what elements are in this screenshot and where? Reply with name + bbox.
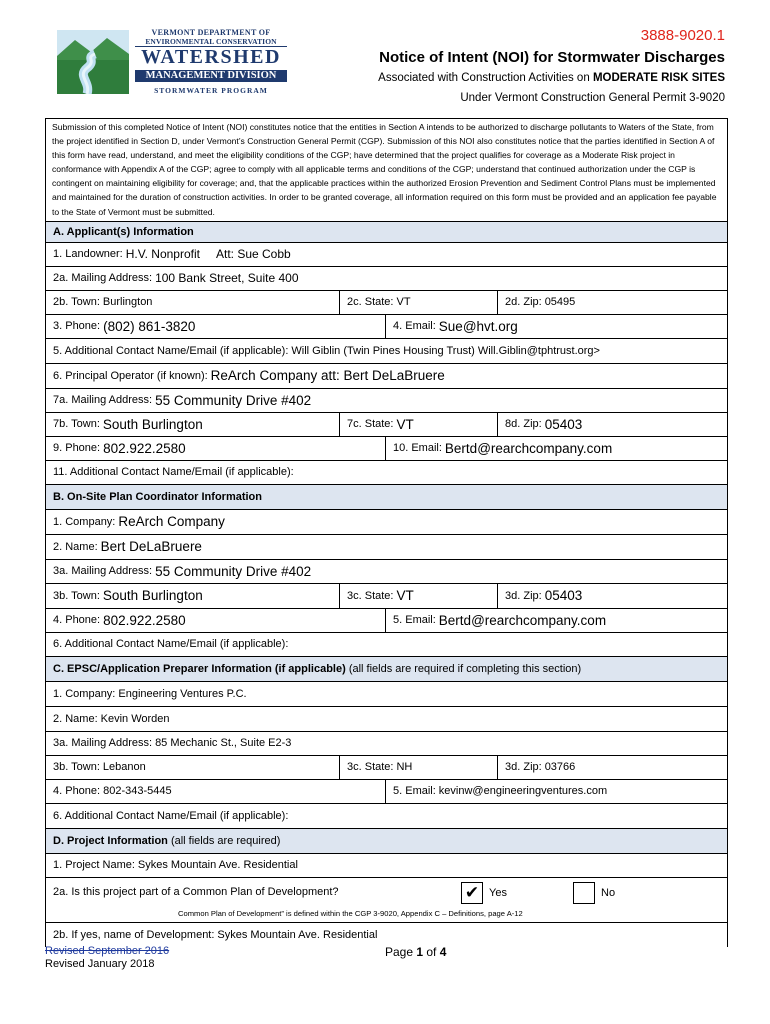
principal-operator-row [46, 364, 727, 389]
subtitle-prefix: Associated with Construction Activities on [378, 72, 593, 84]
operator-phone-label: 9. Phone: [53, 442, 101, 455]
common-plan-no-option[interactable] [566, 882, 615, 904]
operator-phone-field[interactable]: 802.922.2580 [103, 440, 186, 456]
coordinator-email-label: 5. Email: [393, 614, 436, 627]
section-c-title: C. EPSC/Application Preparer Information (if applicable) [53, 662, 346, 675]
coordinator-mailing-row [46, 560, 727, 584]
yes-checkbox[interactable]: ✔ [461, 882, 483, 904]
operator-additional-label: 11. Additional Contact Name/Email (if applicable): [53, 466, 294, 479]
coordinator-company-field[interactable]: ReArch Company [118, 514, 225, 530]
principal-operator-label: 6. Principal Operator (if known): [53, 369, 208, 382]
preparer-company-label: 1. Company: [53, 687, 116, 700]
phone-field[interactable]: (802) 861-3820 [103, 318, 196, 334]
mailing-address-row [46, 267, 727, 291]
logo-line-watershed: WATERSHED [141, 46, 281, 68]
operator-email-field[interactable]: Bertd@rearchcompany.com [444, 440, 613, 456]
coordinator-town-row [46, 584, 727, 609]
preparer-mailing-field[interactable]: 85 Mechanic St., Suite E2-3 [155, 737, 292, 750]
section-a-title: A. Applicant(s) Information [53, 225, 194, 238]
common-plan-definition-note: Common Plan of Development” is defined within the CGP 3-9020, Appendix C – Definitions, page A-12 [178, 909, 523, 919]
coordinator-town-label: 3b. Town: [53, 589, 100, 602]
form-subtitle [378, 72, 725, 84]
no-checkbox[interactable] [573, 882, 595, 904]
form-title: Notice of Intent (NOI) for Stormwater Discharges [379, 49, 725, 66]
logo-line-division: MANAGEMENT DIVISION [135, 70, 287, 82]
intro-paragraph: Submission of this completed Notice of Intent (NOI) constitutes notice that the entities in Section A intends to be authorized to discharge pollutants to Waters of the State, from the project identified in Section D, under Vermont’s Construction General Permit (CGP). Submission of this NOI also constitutes notice that the parties identified in Section A of this form have read, understand, and meet the eligibility conditions of the CGP; have determined that the project qualifies for coverage as a Moderate Risk project in conformance with Appendix A of the CGP; agree to comply with all applicable terms and conditions of the CGP; understand that continued authorization under the CGP is contingent on maintaining eligibility for coverage; and, that the applicable practices within the authorized Erosion Prevention and Sediment Control Plans must be implemented and maintained for the duration of construction activities. In order to be granted coverage, all information required on this form must be provided and an application fee payable to the State of Vermont must be submitted. [46, 119, 727, 222]
coordinator-phone-label: 4. Phone: [53, 614, 101, 627]
preparer-town-field[interactable]: Lebanon [102, 761, 146, 774]
preparer-phone-field[interactable]: 802-343-5445 [103, 785, 172, 798]
vt-dec-logo [57, 28, 287, 100]
section-b-header [46, 485, 727, 510]
coordinator-name-label: 2. Name: [53, 540, 98, 553]
preparer-zip-field[interactable]: 03766 [544, 761, 576, 774]
town-label: 2b. Town: [53, 296, 100, 309]
preparer-town-label: 3b. Town: [53, 761, 100, 774]
operator-additional-row [46, 461, 727, 485]
page-current: 1 [416, 945, 424, 959]
coordinator-email-field[interactable]: Bertd@rearchcompany.com [438, 612, 607, 628]
preparer-state-label: 3c. State: [347, 761, 394, 774]
noi-form [45, 118, 728, 947]
coordinator-company-label: 1. Company: [53, 515, 116, 528]
operator-phone-email-row [46, 437, 727, 461]
preparer-phone-email-row [46, 780, 727, 804]
project-name-row [46, 854, 727, 878]
revised-new-date: Revised January 2018 [45, 958, 155, 970]
preparer-name-label: 2. Name: [53, 712, 98, 725]
development-name-field[interactable]: Sykes Mountain Ave. Residential [217, 928, 378, 941]
common-plan-label: 2a. Is this project part of a Common Plan of Development? [53, 885, 339, 898]
email-field[interactable]: Sue@hvt.org [438, 318, 518, 334]
section-d-title: D. Project Information [53, 834, 168, 847]
preparer-name-row [46, 707, 727, 732]
revision-info [45, 945, 169, 971]
coordinator-zip-field[interactable]: 05403 [544, 588, 583, 604]
phone-label: 3. Phone: [53, 320, 101, 333]
preparer-email-label: 5. Email: [393, 785, 436, 798]
operator-town-field[interactable]: South Burlington [102, 416, 203, 432]
operator-town-row [46, 413, 727, 437]
operator-zip-field[interactable]: 05403 [544, 416, 583, 432]
section-b-title: B. On-Site Plan Coordinator Information [53, 490, 262, 503]
landowner-row [46, 243, 727, 267]
revised-old-date: Revised September 2016 [45, 945, 170, 957]
logo-line-dec: ENVIRONMENTAL CONSERVATION [135, 37, 287, 47]
section-c-note: (all fields are required if completing this section) [345, 662, 582, 675]
town-state-zip-row [46, 291, 727, 315]
coordinator-additional-row [46, 633, 727, 657]
coordinator-mailing-label: 3a. Mailing Address: [53, 565, 153, 578]
section-a-header [46, 222, 727, 243]
operator-mailing-row [46, 389, 727, 413]
coordinator-state-label: 3c. State: [347, 589, 394, 602]
phone-email-row [46, 315, 727, 339]
zip-field[interactable]: 05495 [544, 296, 576, 309]
preparer-mailing-label: 3a. Mailing Address: [53, 737, 153, 750]
preparer-company-field[interactable]: Engineering Ventures P.C. [118, 687, 247, 700]
operator-town-label: 7b. Town: [53, 418, 100, 431]
section-d-header [46, 829, 727, 854]
development-name-label: 2b. If yes, name of Development: [53, 928, 215, 941]
operator-email-label: 10. Email: [393, 442, 442, 455]
project-name-field[interactable]: Sykes Mountain Ave. Residential [137, 859, 298, 872]
coordinator-town-field[interactable]: South Burlington [102, 588, 203, 604]
preparer-additional-label: 6. Additional Contact Name/Email (if applicable): [53, 809, 289, 822]
page-of: of [423, 945, 440, 959]
operator-state-field[interactable]: VT [396, 416, 414, 432]
common-plan-yes-option[interactable] [454, 882, 507, 904]
additional-contact-row [46, 339, 727, 364]
logo-line-dept: VERMONT DEPARTMENT OF [151, 28, 271, 37]
subtitle-risk-level: MODERATE RISK SITES [592, 72, 725, 84]
state-field[interactable]: VT [396, 296, 411, 309]
operator-zip-label: 8d. Zip: [505, 418, 542, 431]
mailing-address-field[interactable]: 100 Bank Street, Suite 400 [155, 271, 299, 286]
additional-contact-field[interactable]: Will Giblin (Twin Pines Housing Trust) Will.Giblin@tphtrust.org> [291, 344, 600, 357]
development-name-row [46, 923, 727, 947]
document-number: 3888-9020.1 [640, 27, 725, 44]
logo-line-program: STORMWATER PROGRAM [154, 86, 268, 95]
additional-contact-label: 5. Additional Contact Name/Email (if applicable): [53, 344, 289, 357]
no-label: No [601, 886, 616, 899]
preparer-mailing-row [46, 732, 727, 756]
preparer-email-field[interactable]: kevinw@engineeringventures.com [438, 785, 608, 798]
town-field[interactable]: Burlington [102, 296, 153, 309]
preparer-name-field[interactable]: Kevin Worden [100, 712, 170, 725]
operator-mailing-field[interactable]: 55 Community Drive #402 [155, 392, 312, 408]
state-label: 2c. State: [347, 296, 394, 309]
zip-label: 2d. Zip: [505, 296, 542, 309]
email-label: 4. Email: [393, 320, 436, 333]
operator-mailing-label: 7a. Mailing Address: [53, 394, 153, 407]
coordinator-name-row [46, 535, 727, 560]
project-name-label: 1. Project Name: [53, 859, 135, 872]
mailing-address-label: 2a. Mailing Address: [53, 272, 153, 285]
coordinator-phone-field[interactable]: 802.922.2580 [103, 612, 186, 628]
preparer-zip-label: 3d. Zip: [505, 761, 542, 774]
page-number [385, 945, 446, 959]
watershed-landscape-icon [57, 30, 129, 94]
coordinator-name-field[interactable]: Bert DeLaBruere [100, 539, 202, 555]
preparer-company-row [46, 682, 727, 707]
preparer-phone-label: 4. Phone: [53, 785, 101, 798]
operator-state-label: 7c. State: [347, 418, 394, 431]
landowner-label: 1. Landowner: [53, 248, 123, 261]
section-d-note: (all fields are required) [167, 834, 281, 847]
coordinator-company-row [46, 510, 727, 535]
preparer-town-row [46, 756, 727, 780]
principal-operator-field[interactable]: ReArch Company att: Bert DeLaBruere [210, 368, 445, 384]
form-permit-line: Under Vermont Construction General Permit 3-9020 [460, 92, 725, 104]
coordinator-zip-label: 3d. Zip: [505, 589, 542, 602]
preparer-additional-row [46, 804, 727, 829]
page-total: 4 [439, 945, 447, 959]
yes-label: Yes [489, 886, 507, 899]
coordinator-additional-label: 6. Additional Contact Name/Email (if applicable): [53, 638, 289, 651]
coordinator-mailing-field[interactable]: 55 Community Drive #402 [155, 563, 312, 579]
page-prefix: Page [385, 945, 417, 959]
common-plan-row [46, 878, 727, 923]
section-c-header [46, 657, 727, 682]
coordinator-state-field[interactable]: VT [396, 588, 414, 604]
landowner-field[interactable]: H.V. Nonprofit Att: Sue Cobb [125, 247, 291, 262]
preparer-state-field[interactable]: NH [396, 761, 413, 774]
coordinator-phone-email-row [46, 609, 727, 633]
